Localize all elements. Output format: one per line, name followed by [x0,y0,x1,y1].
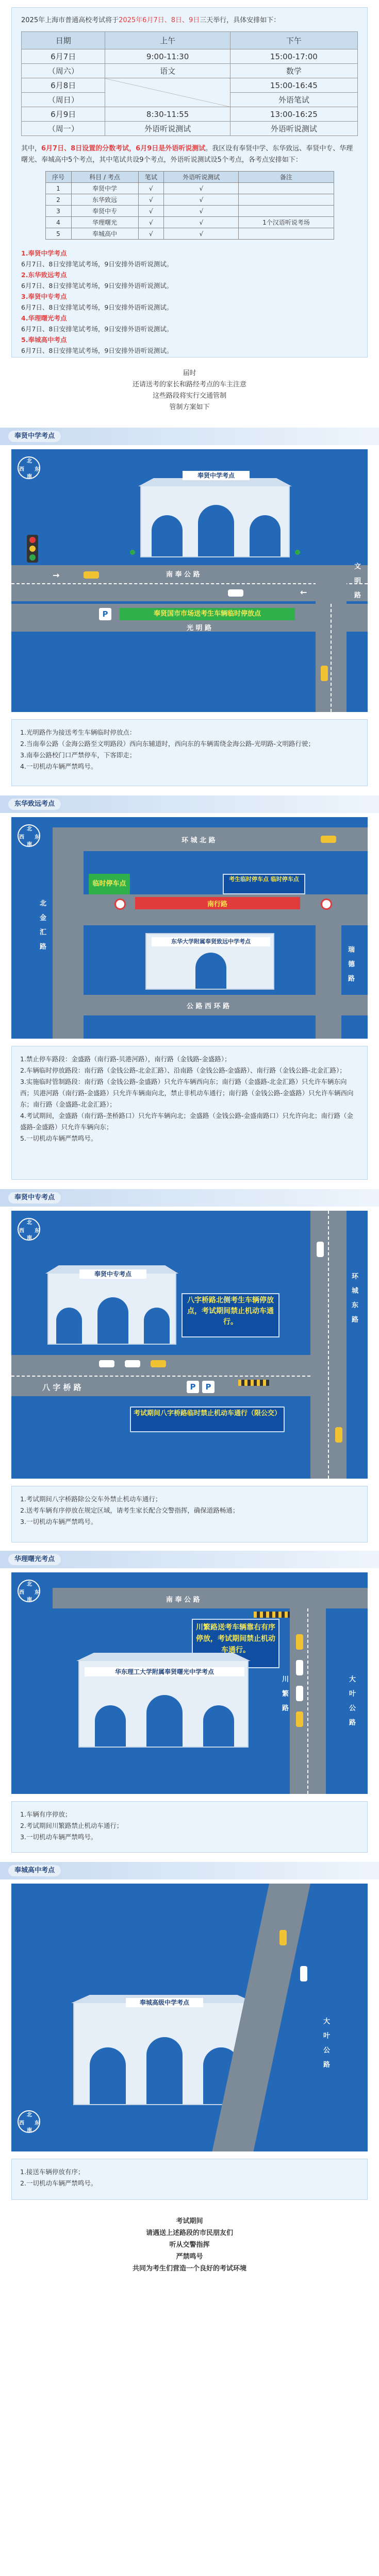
note-line: 4.考试期间，金盛路（南行路-垄桥路口）只允许车辆向北；金盛路（金钱公路-金盛南路口）只允许向北；南行路（金盛路-金盛路）只允许车辆向东； [20,1112,353,1131]
note-line: 1.禁止停车路段：金盛路（南行路-贝港河路），南行路（金钱路-金盛路）； [20,1055,231,1063]
compass-s: 南 [27,2128,32,2133]
traffic-intro-line: 这些路段将实行交通管制 [152,392,226,400]
schedule-pm-time: 15:00-17:00 [230,49,357,64]
list-item [21,248,358,269]
site-name: 东华致远 [71,194,138,206]
note-line: 2.当南奉公路（金海公路至文明路段）西向东辅道时，西向东的车辆需绕金海公路-光明路-文明路行驶； [20,740,315,748]
compass-n: 北 [27,826,32,832]
site-table-header-site: 考点 [107,174,120,181]
note-line: 2.送考车辆有序停放在规定区域，请考生家长配合交警指挥，确保道路畅通； [20,1506,239,1514]
compass-icon [18,1218,40,1241]
road-label: 大 叶 公 路 [348,1675,355,1725]
compass-e: 东 [35,1590,40,1596]
road-label: 光 明 路 [187,624,212,632]
site-oral: √ [164,206,239,217]
gate-arch [195,953,226,989]
compass-n: 北 [27,1582,32,1587]
gate-roof [76,1653,251,1661]
map-site-2 [11,817,368,1039]
schedule-date: 6月7日 [22,49,105,64]
site-remark [239,206,334,217]
road-barrier-icon [254,1612,290,1618]
car-icon [296,1686,303,1701]
compass-w: 西 [19,835,24,840]
road-nanfeng [53,1588,368,1608]
site-list-title: 4.华理曙光考点 [21,314,67,322]
site-banner-title: 奉贤中专考点 [8,1192,61,1204]
car-icon [335,1427,342,1443]
gate-arch [90,2047,126,2104]
car-icon [296,1660,303,1675]
car-icon [99,1360,114,1367]
para2-a: 其中， [21,145,42,152]
gate-arch [146,1695,183,1747]
schedule-pm-subject: 外语听说测试 [230,122,357,136]
note-line: 2.一切机动车辆严禁鸣号。 [20,2179,97,2187]
no-stopping-icon [114,899,126,910]
parking-zone-label: 临时停车点 [89,874,130,894]
site-list-title: 5.奉城高中考点 [21,336,67,344]
closure-label: 考试期间八字桥路临时禁止机动车通行（限公交） [130,1406,285,1432]
site-list-desc: 6月7日、8日安排笔试考场，9日安排外语听说测试。 [21,282,173,290]
gate-arch [97,1297,128,1344]
gate-title: 奉贤中学考点 [183,471,250,480]
compass-n: 北 [27,1220,32,1226]
closing-line: 共同为考生们营造一个良好的考试环境 [132,2265,246,2273]
site-oral: √ [164,194,239,206]
closing-line: 请遇送上述路段的市民朋友们 [145,2229,233,2237]
school-gate-icon [145,933,274,990]
compass-s: 南 [27,474,32,480]
site-written: √ [138,194,164,206]
site-written: √ [138,206,164,217]
site-table [45,171,334,240]
site-banner [0,1189,379,1207]
school-gate-icon [78,1660,249,1748]
car-icon [151,1360,166,1367]
site-name: 奉贤中学 [71,183,138,194]
site-remark [239,228,334,240]
no-stopping-icon [321,899,332,910]
map-site-5 [11,1884,368,2151]
para2-b: 。我区设有奉贤中学、东华致远、奉贤中专、华理曙光、奉城高中5个考点，其中笔试共设9个考点，外语听说测试设5个考点，各考点安排如下： [21,145,353,164]
closing-message [0,2215,379,2275]
compass-e: 东 [35,2121,40,2126]
site-name: 奉城高中 [71,228,138,240]
schedule-am-time: 9:00-11:30 [105,49,230,64]
compass-w: 西 [19,1590,24,1596]
list-item [21,334,358,356]
schedule-pm-time: 13:00-16:25 [230,107,357,122]
intro-paragraph [21,15,358,26]
para2-red: 6月7日、8日设置的分数考试，6月9日是外语听说测试 [41,145,206,152]
tree-icon [130,550,135,555]
note-line: 3.一切机动车辆严禁鸣号。 [20,1833,97,1841]
car-icon [84,571,99,579]
site-remark: 1个汉语听说考场 [239,217,334,228]
site-2-notes [11,1046,368,1180]
schedule-weekday: （周日） [22,93,105,107]
site-list-desc: 6月7日、8日安排笔试考场，9日安排外语听说测试。 [21,325,173,333]
site-table-header: 备注 [239,172,334,183]
compass-icon [18,824,40,847]
schedule-header-pm: 下午 [230,32,357,49]
list-item [21,313,358,334]
site-oral: √ [164,228,239,240]
site-banner [0,428,379,445]
site-list-title: 2.东华致远考点 [21,271,67,279]
car-icon [228,589,243,597]
schedule-date: 6月9日 [22,107,105,122]
table-row [45,206,334,217]
site-list-title: 1.奉贤中学考点 [21,249,67,257]
closing-line: 考试期间 [176,2217,203,2225]
traffic-intro-line: 还请送考的家长和路经考点的车主注意 [132,381,246,388]
intro-card [11,7,368,358]
list-item [21,269,358,291]
car-icon [321,666,328,681]
site-table-header: 序号 [45,172,71,183]
schedule-header-am: 上午 [105,32,230,49]
gate-title: 奉贤中专考点 [79,1269,146,1279]
site-banner-title: 奉城高中考点 [8,1865,61,1876]
map-site-3 [11,1211,368,1479]
site-banner [0,1862,379,1879]
schedule-weekday: （周六） [22,64,105,78]
arrow-left-icon: ← [300,587,307,597]
table-row [45,183,334,194]
table-row [45,194,334,206]
site-banner-title: 奉贤中学考点 [8,431,61,442]
note-line: 3.南奉公路校门口严禁停车，下客即走； [20,751,136,759]
schedule-pm-time: 15:00-16:45 [230,78,357,93]
site-1-notes [11,719,368,786]
road-label: 南 奉 公 路 [166,571,200,579]
road-label: 瑞 德 路 [347,946,354,981]
car-icon [296,1634,303,1650]
compass-icon [18,1580,40,1602]
note-line: 3.实施临时管制路段：南行路（金钱公路-金盛路）只允许车辆西向东；南行路（金盛路-北金汇路）只允许车辆东向西；贝港河路（南行路-金盛路）只允许车辆南向北，禁止非机动车通行；南行路（金钱公路-金盛路）只允许车辆西向东；南行路（金盛路-北金汇路）； [20,1078,354,1108]
road-ruide [316,925,341,1039]
road-label: 八 字 桥 路 [42,1383,81,1392]
note-line: 1.接送车辆停放有序； [20,2168,85,2176]
temp-parking-callout: 考生临时停车点 临时停车点 [223,874,305,894]
road-label: 环 城 北 路 [182,837,216,844]
closing-line: 听从交警指挥 [169,2241,210,2249]
site-oral: √ [164,183,239,194]
site-table-header: 外语听说测试 [164,172,239,183]
road-beijinhui [53,827,84,1039]
road-label: 北 金 汇 路 [38,900,46,950]
site-3-notes [11,1486,368,1543]
schedule-weekday: （周一） [22,122,105,136]
traffic-intro-line: 届时 [183,369,196,377]
lane-marking [331,604,332,712]
note-line: 3.一切机动车辆严禁鸣号。 [20,1518,97,1526]
gate-arch [152,515,183,556]
site-no: 2 [45,194,71,206]
compass-e: 东 [35,467,40,472]
gate-title: 东华大学附属奉贤致远中学考点 [152,937,270,946]
schedule-am-subject: 外语听说测试 [105,122,230,136]
road-label: 文 明 路 [353,563,360,598]
road-barrier-icon [238,1380,269,1386]
site-name: 奉贤中专 [71,206,138,217]
site-list-title: 3.奉贤中专考点 [21,293,67,300]
para2 [21,143,358,166]
arrow-right-icon: → [53,570,60,580]
closing-line: 严禁鸣号 [176,2253,203,2261]
road-label: 环 城 东 路 [350,1273,358,1323]
compass-s: 南 [27,1597,32,1603]
table-row [45,228,334,240]
compass-n: 北 [27,459,32,464]
note-line: 1.车辆有序停放； [20,1810,72,1818]
traffic-intro-line: 管制方案如下 [169,403,210,411]
site-banner-title: 东华致远考点 [8,799,61,810]
gate-arch [144,1308,170,1344]
site-oral: √ [164,217,239,228]
schedule-am-time: 8:30-11:55 [105,107,230,122]
parking-callout: 八字桥路北侧考生车辆停放点，考试期间禁止机动车通行。 [182,1293,279,1337]
tree-icon [295,550,300,555]
site-written: √ [138,183,164,194]
car-icon [300,1966,307,1981]
intro-dates: 2025年6月7日、8日、9日 [119,16,200,24]
site-remark [239,194,334,206]
schedule-date: 6月8日 [22,78,105,93]
site-no: 1 [45,183,71,194]
site-banner-title: 华理曙光考点 [8,1554,61,1565]
road-label: 南 奉 公 路 [166,1596,200,1604]
traffic-light-icon [27,535,38,563]
note-line: 4.一切机动车辆严禁鸣号。 [20,762,97,770]
car-icon [279,1930,287,1945]
road-label: 公 路 西 环 路 [187,1003,230,1010]
site-name: 华理曙光 [71,217,138,228]
site-table-header-top: 科目 [89,174,102,181]
note-line: 1.光明路作为接送考生车辆临时停放点： [20,728,136,736]
gate-arch [203,1705,234,1747]
compass-w: 西 [19,1228,24,1234]
note-line: 2.考试期间川繁路禁止机动车通行； [20,1822,123,1829]
schedule-am-empty [105,78,230,107]
schedule-pm-subject: 外语笔试 [230,93,357,107]
gate-arch [146,2037,183,2104]
note-line: 2.车辆临时停放路段：南行路（金钱公路-北金汇路）、沿南路（金钱公路-金盛路）、南行路（金钱公路-北金汇路）； [20,1066,346,1074]
traffic-intro [0,368,379,413]
compass-e: 东 [35,835,40,840]
gate-arch [250,515,281,556]
site-written: √ [138,217,164,228]
compass-icon [18,2110,40,2133]
road-label: 川 繁 路 [281,1675,288,1711]
lane-marking [307,1608,308,1794]
site-list-desc: 6月7日、8日安排笔试考场，9日安排外语听说测试。 [21,260,173,268]
parking-icon: P [99,608,111,620]
school-gate-icon [47,1270,176,1345]
list-item [21,291,358,313]
parking-icon: P [187,1381,199,1393]
compass-w: 西 [19,2121,24,2126]
compass-e: 东 [35,1228,40,1234]
school-gate-icon [140,472,290,557]
car-icon [296,1711,303,1727]
lane-marking [11,583,368,584]
site-remark [239,183,334,194]
lane-marking [328,1211,329,1479]
compass-n: 北 [27,2112,32,2118]
site-banner [0,1551,379,1568]
intro-text-a: 2025年上海市普通高校考试将于 [21,16,119,24]
schedule-header-date: 日期 [22,32,105,49]
site-4-notes [11,1801,368,1853]
table-row [45,217,334,228]
closure-callout: 川繁路送考车辆靠右有序停放，考试期间禁止机动车通行。 [192,1619,279,1668]
site-list-desc: 6月7日、8日安排笔试考场，9日安排外语听说测试。 [21,303,173,311]
site-banner [0,795,379,813]
site-list-desc: 6月7日、8日安排笔试考场，9日安排外语听说测试。 [21,347,173,354]
map-site-4 [11,1572,368,1794]
car-icon [125,1360,140,1367]
schedule-am-subject: 语文 [105,64,230,78]
gate-title: 奉城高级中学考点 [126,1998,203,2007]
gate-title: 华东理工大学附属奉贤曙光中学考点 [85,1667,244,1676]
gate-arch [56,1308,82,1344]
gate-arch [198,505,234,556]
site-no: 4 [45,217,71,228]
schedule-pm-subject: 数学 [230,64,357,78]
gate-arch [95,1705,126,1747]
compass-icon [18,456,40,479]
compass-s: 南 [27,1235,32,1241]
car-icon [317,1242,324,1257]
site-list [21,248,358,356]
note-line: 1.考试期间八字桥路除公交车外禁止机动车通行； [20,1495,162,1503]
compass-s: 南 [27,842,32,848]
parking-zone-label: 奉贤国市市场送考生车辆临时停放点 [120,608,295,620]
site-no: 3 [45,206,71,217]
compass-w: 西 [19,467,24,472]
site-written: √ [138,228,164,240]
road-label: 南行路 [207,901,228,908]
map-site-1 [11,449,368,712]
site-5-notes [11,2159,368,2200]
parking-icon: P [202,1381,215,1393]
road-label: 大 叶 公 路 [322,2018,329,2067]
site-table-header: 科目 / 考点 [71,172,138,183]
note-line: 5.一切机动车辆严禁鸣号。 [20,1134,97,1142]
site-table-header: 笔试 [138,172,164,183]
car-icon [321,836,336,843]
intro-text-b: 三天举行，具体安排如下： [200,16,281,24]
schedule-table [21,31,358,136]
site-no: 5 [45,228,71,240]
lane-marking [11,1376,310,1377]
